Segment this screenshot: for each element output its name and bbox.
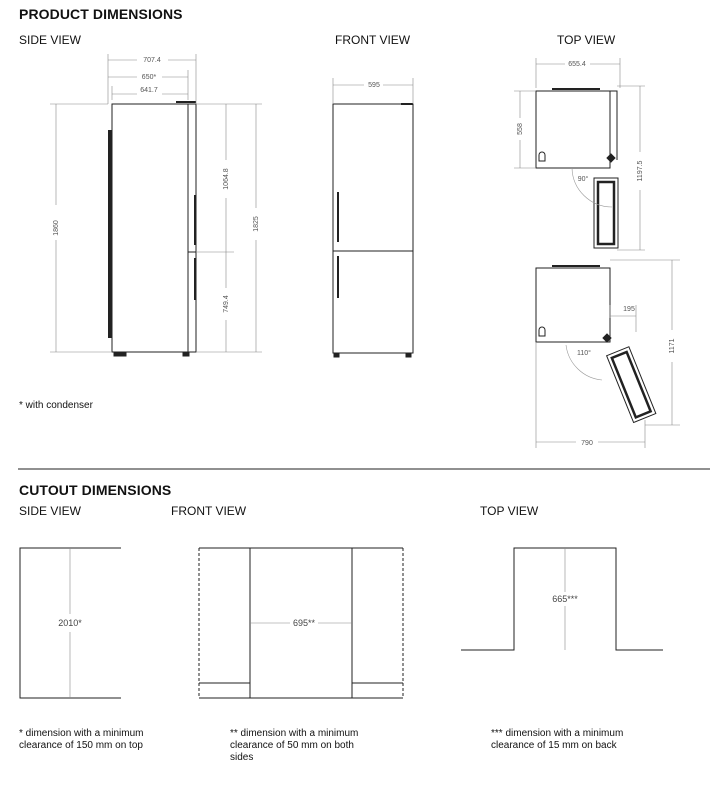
side-rear-foot — [114, 352, 126, 356]
front-body — [333, 104, 413, 353]
top110-body — [536, 268, 610, 342]
product-front-view-label: FRONT VIEW — [335, 33, 411, 47]
dim-open-depth-90: 1197.5 — [637, 160, 644, 182]
product-top-view-110-drawing — [536, 266, 656, 423]
front-left-foot — [334, 353, 339, 357]
dim-cutout-height: 2010* — [58, 618, 82, 628]
dim-depth-body: 641.7 — [140, 87, 158, 94]
product-front-view-drawing — [333, 104, 413, 357]
cutout-side-view-label: SIDE VIEW — [19, 504, 82, 518]
condenser-grille — [108, 130, 112, 338]
cutout-dimensions-title: CUTOUT DIMENSIONS — [19, 482, 172, 498]
side-body — [112, 104, 188, 352]
cutout-side-note: * dimension with a minimum clearance of 150 mm on top — [19, 728, 144, 751]
cutout-top-note: *** dimension with a minimum clearance of 15 mm on back — [491, 728, 624, 751]
dim-depth-total: 707.4 — [143, 57, 161, 64]
dim-cutout-width: 695** — [292, 618, 316, 628]
product-dimensions-title: PRODUCT DIMENSIONS — [19, 6, 183, 22]
side-front-foot — [183, 352, 189, 356]
dim-height-total: 1860 — [53, 220, 60, 236]
dim-door-offset: 195 — [623, 306, 635, 313]
product-top90-dimension-lines — [514, 58, 645, 250]
dim-depth-condenser: 650* — [141, 74, 157, 81]
dim-top-depth: 558 — [517, 123, 524, 135]
dim-angle-110: 110° — [577, 350, 591, 357]
dim-cutout-depth: 665*** — [552, 594, 578, 604]
dim-angle-90: 90° — [577, 176, 589, 183]
cutout-front-note: ** dimension with a minimum clearance of 50 mm on both sides — [230, 728, 359, 763]
cutout-top-view-label: TOP VIEW — [480, 504, 539, 518]
top90-body — [536, 91, 610, 168]
front-right-foot — [406, 353, 411, 357]
cutout-front-view-label: FRONT VIEW — [171, 504, 247, 518]
product-side-view-drawing — [108, 102, 196, 356]
dim-body-height: 1825 — [253, 216, 260, 232]
dim-width: 595 — [368, 82, 380, 89]
dim-fridge-height: 1064.8 — [223, 168, 230, 190]
dim-open-depth-110: 1171 — [669, 338, 676, 354]
product-side-dimension-lines — [50, 54, 262, 352]
dim-freezer-height: 749.4 — [223, 295, 230, 313]
dim-open-width-110: 790 — [581, 440, 593, 447]
dim-top-width: 655.4 — [568, 61, 586, 68]
product-top110-dimension-lines — [536, 260, 680, 448]
top90-door-hinge-side — [610, 91, 617, 160]
product-top-view-90-drawing — [536, 89, 618, 248]
product-side-view-label: SIDE VIEW — [19, 33, 82, 47]
condenser-note: * with condenser — [19, 400, 93, 411]
product-top-view-label: TOP VIEW — [557, 33, 616, 47]
